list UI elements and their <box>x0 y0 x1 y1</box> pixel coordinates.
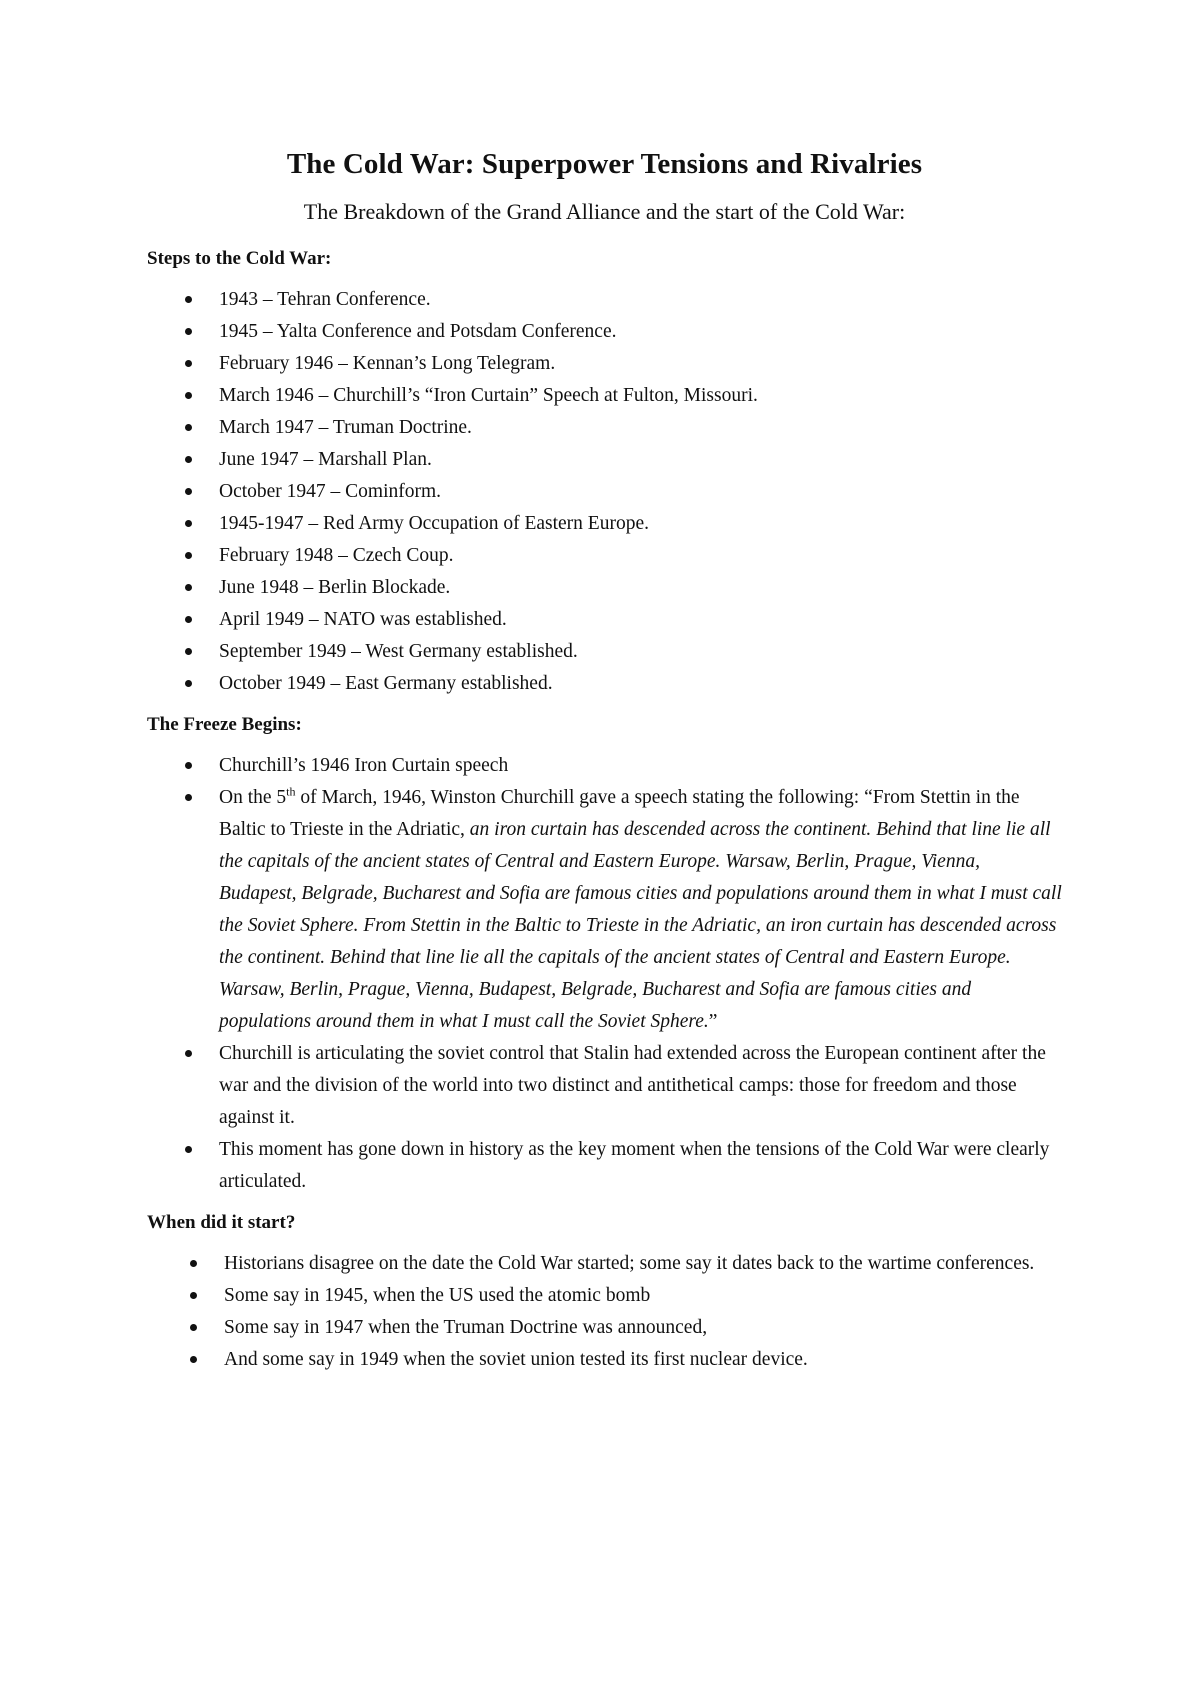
bullet-icon <box>185 648 192 655</box>
list-item <box>147 348 1062 380</box>
document-body <box>147 146 1062 1376</box>
bullet-icon <box>185 424 192 431</box>
bullet-icon <box>185 360 192 367</box>
list-item-text: September 1949 – West Germany established. <box>219 641 578 662</box>
bullet-icon <box>185 296 192 303</box>
list-item-text: April 1949 – NATO was established. <box>219 609 507 630</box>
list-item-text: Some say in 1947 when the Truman Doctrine was announced, <box>224 1317 708 1338</box>
list-item-text: June 1948 – Berlin Blockade. <box>219 577 451 598</box>
list-item-text: Historians disagree on the date the Cold War started; some say it dates back to the wartime conferences. <box>224 1253 1035 1274</box>
bullet-icon <box>190 1260 197 1267</box>
quote-intro: On the 5 <box>219 787 287 808</box>
list-item <box>147 284 1062 316</box>
list-item-text: Some say in 1945, when the US used the atomic bomb <box>224 1285 651 1306</box>
bullet-icon <box>185 680 192 687</box>
list-item-text: Churchill’s 1946 Iron Curtain speech <box>219 755 509 776</box>
document-title: The Cold War: Superpower Tensions and Rivalries <box>286 148 923 180</box>
bullet-icon <box>185 520 192 527</box>
quote-italic-text: an iron curtain has descended across the continent. Behind that line lie all the capitals of the ancient states of Central and Eastern Europe. Warsaw, Berlin, Prague, Vienna, Budapest, Belgrade, Bucharest and Sofia are famous cities and populations around them in what I must call the Soviet Sphere. From Stettin in the Baltic to Trieste in the Adriatic, an iron curtain has descended across the continent. Behind that line lie all the capitals of the ancient states of Central and Eastern Europe. Warsaw, Berlin, Prague, Vienna, Budapest, Belgrade, Bucharest and Sofia are famous cities and populations around them in what I must call the Soviet Sphere. <box>219 819 1062 1032</box>
list-item-text: This moment has gone down in history as the key moment when the tensions of the Cold War were clearly articulated. <box>219 1139 1050 1192</box>
list-item-text: March 1946 – Churchill’s “Iron Curtain” Speech at Fulton, Missouri. <box>219 385 758 406</box>
list-item <box>147 444 1062 476</box>
list-item <box>147 412 1062 444</box>
list-item <box>147 604 1062 636</box>
steps-list <box>147 284 1062 700</box>
bullet-icon <box>185 762 192 769</box>
list-item <box>147 572 1062 604</box>
list-item <box>147 636 1062 668</box>
bullet-icon <box>185 392 192 399</box>
freeze-list <box>147 750 1062 1198</box>
list-item-text: February 1946 – Kennan’s Long Telegram. <box>219 353 556 374</box>
list-item-text: 1945 – Yalta Conference and Potsdam Conference. <box>219 321 617 342</box>
list-item-text: And some say in 1949 when the soviet union tested its first nuclear device. <box>224 1349 808 1370</box>
bullet-icon <box>185 488 192 495</box>
bullet-icon <box>190 1292 197 1299</box>
list-item <box>147 1280 1062 1312</box>
list-item <box>147 1248 1062 1280</box>
list-item-quote <box>147 782 1062 1038</box>
list-item <box>147 476 1062 508</box>
ordinal-suffix: th <box>286 784 296 799</box>
start-list <box>147 1248 1062 1376</box>
list-item-text: 1943 – Tehran Conference. <box>219 289 431 310</box>
quote-close: ” <box>708 1011 718 1032</box>
list-item <box>147 1038 1062 1134</box>
quote-lead: of March, 1946, Winston Churchill gave a speech stating the following: “From Stettin in the Baltic to Trieste in the Adriatic, <box>219 787 1020 840</box>
bullet-icon <box>185 1146 192 1153</box>
document-subtitle: The Breakdown of the Grand Alliance and the start of the Cold War: <box>303 199 906 224</box>
list-item <box>147 750 1062 782</box>
bullet-icon <box>185 1050 192 1057</box>
bullet-icon <box>190 1324 197 1331</box>
list-item-text: 1945-1947 – Red Army Occupation of Eastern Europe. <box>219 513 649 534</box>
list-item-text: Churchill is articulating the soviet control that Stalin had extended across the European continent after the war and the division of the world into two distinct and antithetical camps: those for freedom and those against it. <box>219 1043 1046 1128</box>
list-item <box>147 508 1062 540</box>
bullet-icon <box>185 584 192 591</box>
list-item <box>147 316 1062 348</box>
list-item-text: February 1948 – Czech Coup. <box>219 545 454 566</box>
section-heading-freeze: The Freeze Begins: <box>147 714 302 735</box>
section-heading-start: When did it start? <box>147 1212 296 1233</box>
list-item <box>147 380 1062 412</box>
list-item <box>147 668 1062 700</box>
bullet-icon <box>190 1356 197 1363</box>
list-item-text: October 1947 – Cominform. <box>219 481 442 502</box>
list-item <box>147 1312 1062 1344</box>
list-item-text: June 1947 – Marshall Plan. <box>219 449 432 470</box>
bullet-icon <box>185 616 192 623</box>
bullet-icon <box>185 794 192 801</box>
list-item <box>147 1134 1062 1198</box>
bullet-icon <box>185 328 192 335</box>
section-heading-steps: Steps to the Cold War: <box>147 248 332 269</box>
list-item-text: March 1947 – Truman Doctrine. <box>219 417 472 438</box>
list-item <box>147 1344 1062 1376</box>
list-item <box>147 540 1062 572</box>
bullet-icon <box>185 552 192 559</box>
list-item-text: October 1949 – East Germany established. <box>219 673 553 694</box>
bullet-icon <box>185 456 192 463</box>
